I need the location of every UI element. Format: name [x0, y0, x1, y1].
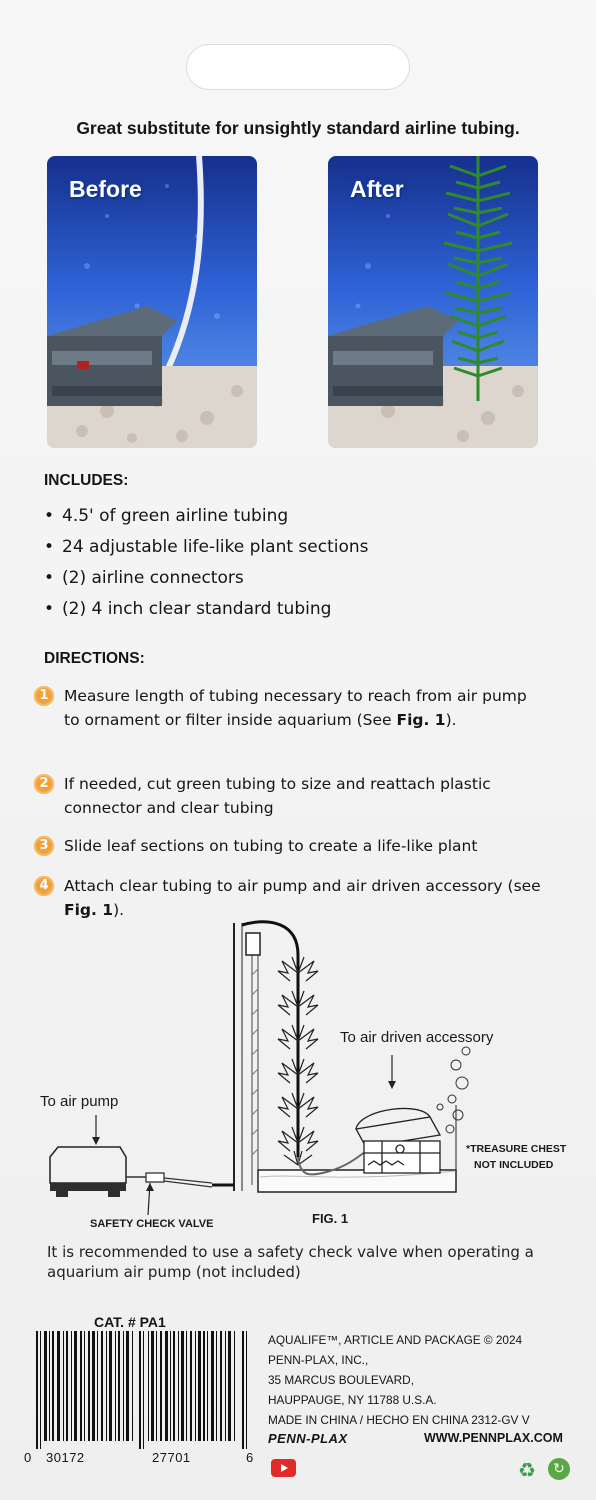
package-card: Great substitute for unsightly standard airline tubing. Before After INCLUDES: • 4.5' of green airline tubing • 24 adjustable life-like plant sections • (2) airline connectors • (2) 4 inch clear standard tubing DIRECTIONS: 1 Measure length of tubing necessary to reach from air pump to ornament or filter inside aquarium (See Fig. 1). 2 If needed, cut green tubing to size and reattach plastic connector and clear tubing 3 Slide leaf sections on tubing to create a life-like plant 4 Attach clear tubing to air pump and air driven accessory (see Fig. 1). To air driven accessory To air pump *TREASURE CHEST NOT INCLUDED SAFETY CHECK VALVE FIG. 1 It is recommended to use a safety check valve when operating a aquarium air pump (not included) CAT. # PA1 0 30172 27701 6 AQUALIFE™, ARTICLE AND PACKAGE © 2024 PENN-PLAX, INC., 35 MARCUS BOULEVARD, HAUPPAUGE, NY 11788 U.S.A. MADE IN CHINA / HECHO EN CHINA 2312-GV V PENN-PLAX WWW.PENNPLAX.COM ♻ ↻ — [0, 0, 596, 1500]
list-item: • (2) 4 inch clear standard tubing — [44, 599, 332, 619]
check-valve-label: SAFETY CHECK VALVE — [90, 1218, 214, 1230]
direction-step-1 — [34, 684, 574, 756]
air-pump-label: To air pump — [40, 1093, 119, 1110]
recycle-icon: ♻ — [518, 1458, 536, 1482]
list-item: • (2) airline connectors — [44, 568, 244, 588]
check-valve-illustration — [146, 1173, 212, 1215]
directions-heading: DIRECTIONS: — [44, 650, 145, 667]
before-photo — [47, 156, 257, 448]
direction-step-3 — [34, 834, 574, 858]
headline: Great substitute for unsightly standard airline tubing. — [76, 118, 520, 138]
step-number-badge: 2 — [34, 774, 54, 794]
includes-list — [44, 504, 369, 628]
company-info: AQUALIFE™, ARTICLE AND PACKAGE © 2024 PENN-PLAX, INC., 35 MARCUS BOULEVARD, HAUPPAUGE, NY 11788 U.S.A. MADE IN CHINA / HECHO EN CHINA 2312-GV V — [268, 1333, 530, 1427]
figure-caption: FIG. 1 — [312, 1211, 349, 1226]
list-item: • 4.5' of green airline tubing — [44, 506, 289, 526]
safety-recommendation: It is recommended to use a safety check valve when operating a aquarium air pump (not included) — [47, 1243, 534, 1281]
youtube-icon — [271, 1459, 296, 1477]
green-dot-icon: ↻ — [548, 1458, 570, 1480]
step-text: Slide leaf sections on tubing to create a life-like plant — [64, 837, 478, 855]
catalog-number: CAT. # PA1 — [94, 1314, 166, 1330]
fig1-diagram — [0, 915, 596, 1245]
treasure-note-1: *TREASURE CHEST — [466, 1143, 567, 1155]
after-photo — [328, 156, 538, 448]
step-number-badge: 3 — [34, 836, 54, 856]
direction-step-2 — [34, 772, 574, 820]
barcode — [36, 1331, 250, 1449]
before-label: Before — [69, 176, 142, 202]
website: WWW.PENNPLAX.COM — [424, 1431, 563, 1445]
includes-heading: INCLUDES: — [44, 472, 129, 489]
list-item: • 24 adjustable life-like plant sections — [44, 537, 369, 557]
step-number-badge: 1 — [34, 686, 54, 706]
step-text: Attach clear tubing to air pump and air driven accessory (see Fig. 1). — [64, 877, 541, 919]
treasure-chest-illustration — [356, 1108, 440, 1173]
step-number-badge: 4 — [34, 876, 54, 896]
step-text: If needed, cut green tubing to size and reattach plastic connector and clear tubing — [64, 775, 491, 817]
step-text: Measure length of tubing necessary to reach from air pump to ornament or filter inside aquarium (See Fig. 1). — [64, 687, 527, 729]
hang-hole — [186, 44, 410, 90]
air-pump-illustration — [50, 1147, 146, 1197]
after-label: After — [350, 176, 404, 202]
brand-logo: PENN-PLAX — [268, 1431, 348, 1446]
accessory-label: To air driven accessory — [340, 1029, 494, 1046]
treasure-note-2: NOT INCLUDED — [474, 1159, 554, 1171]
brand-row — [268, 1431, 588, 1451]
